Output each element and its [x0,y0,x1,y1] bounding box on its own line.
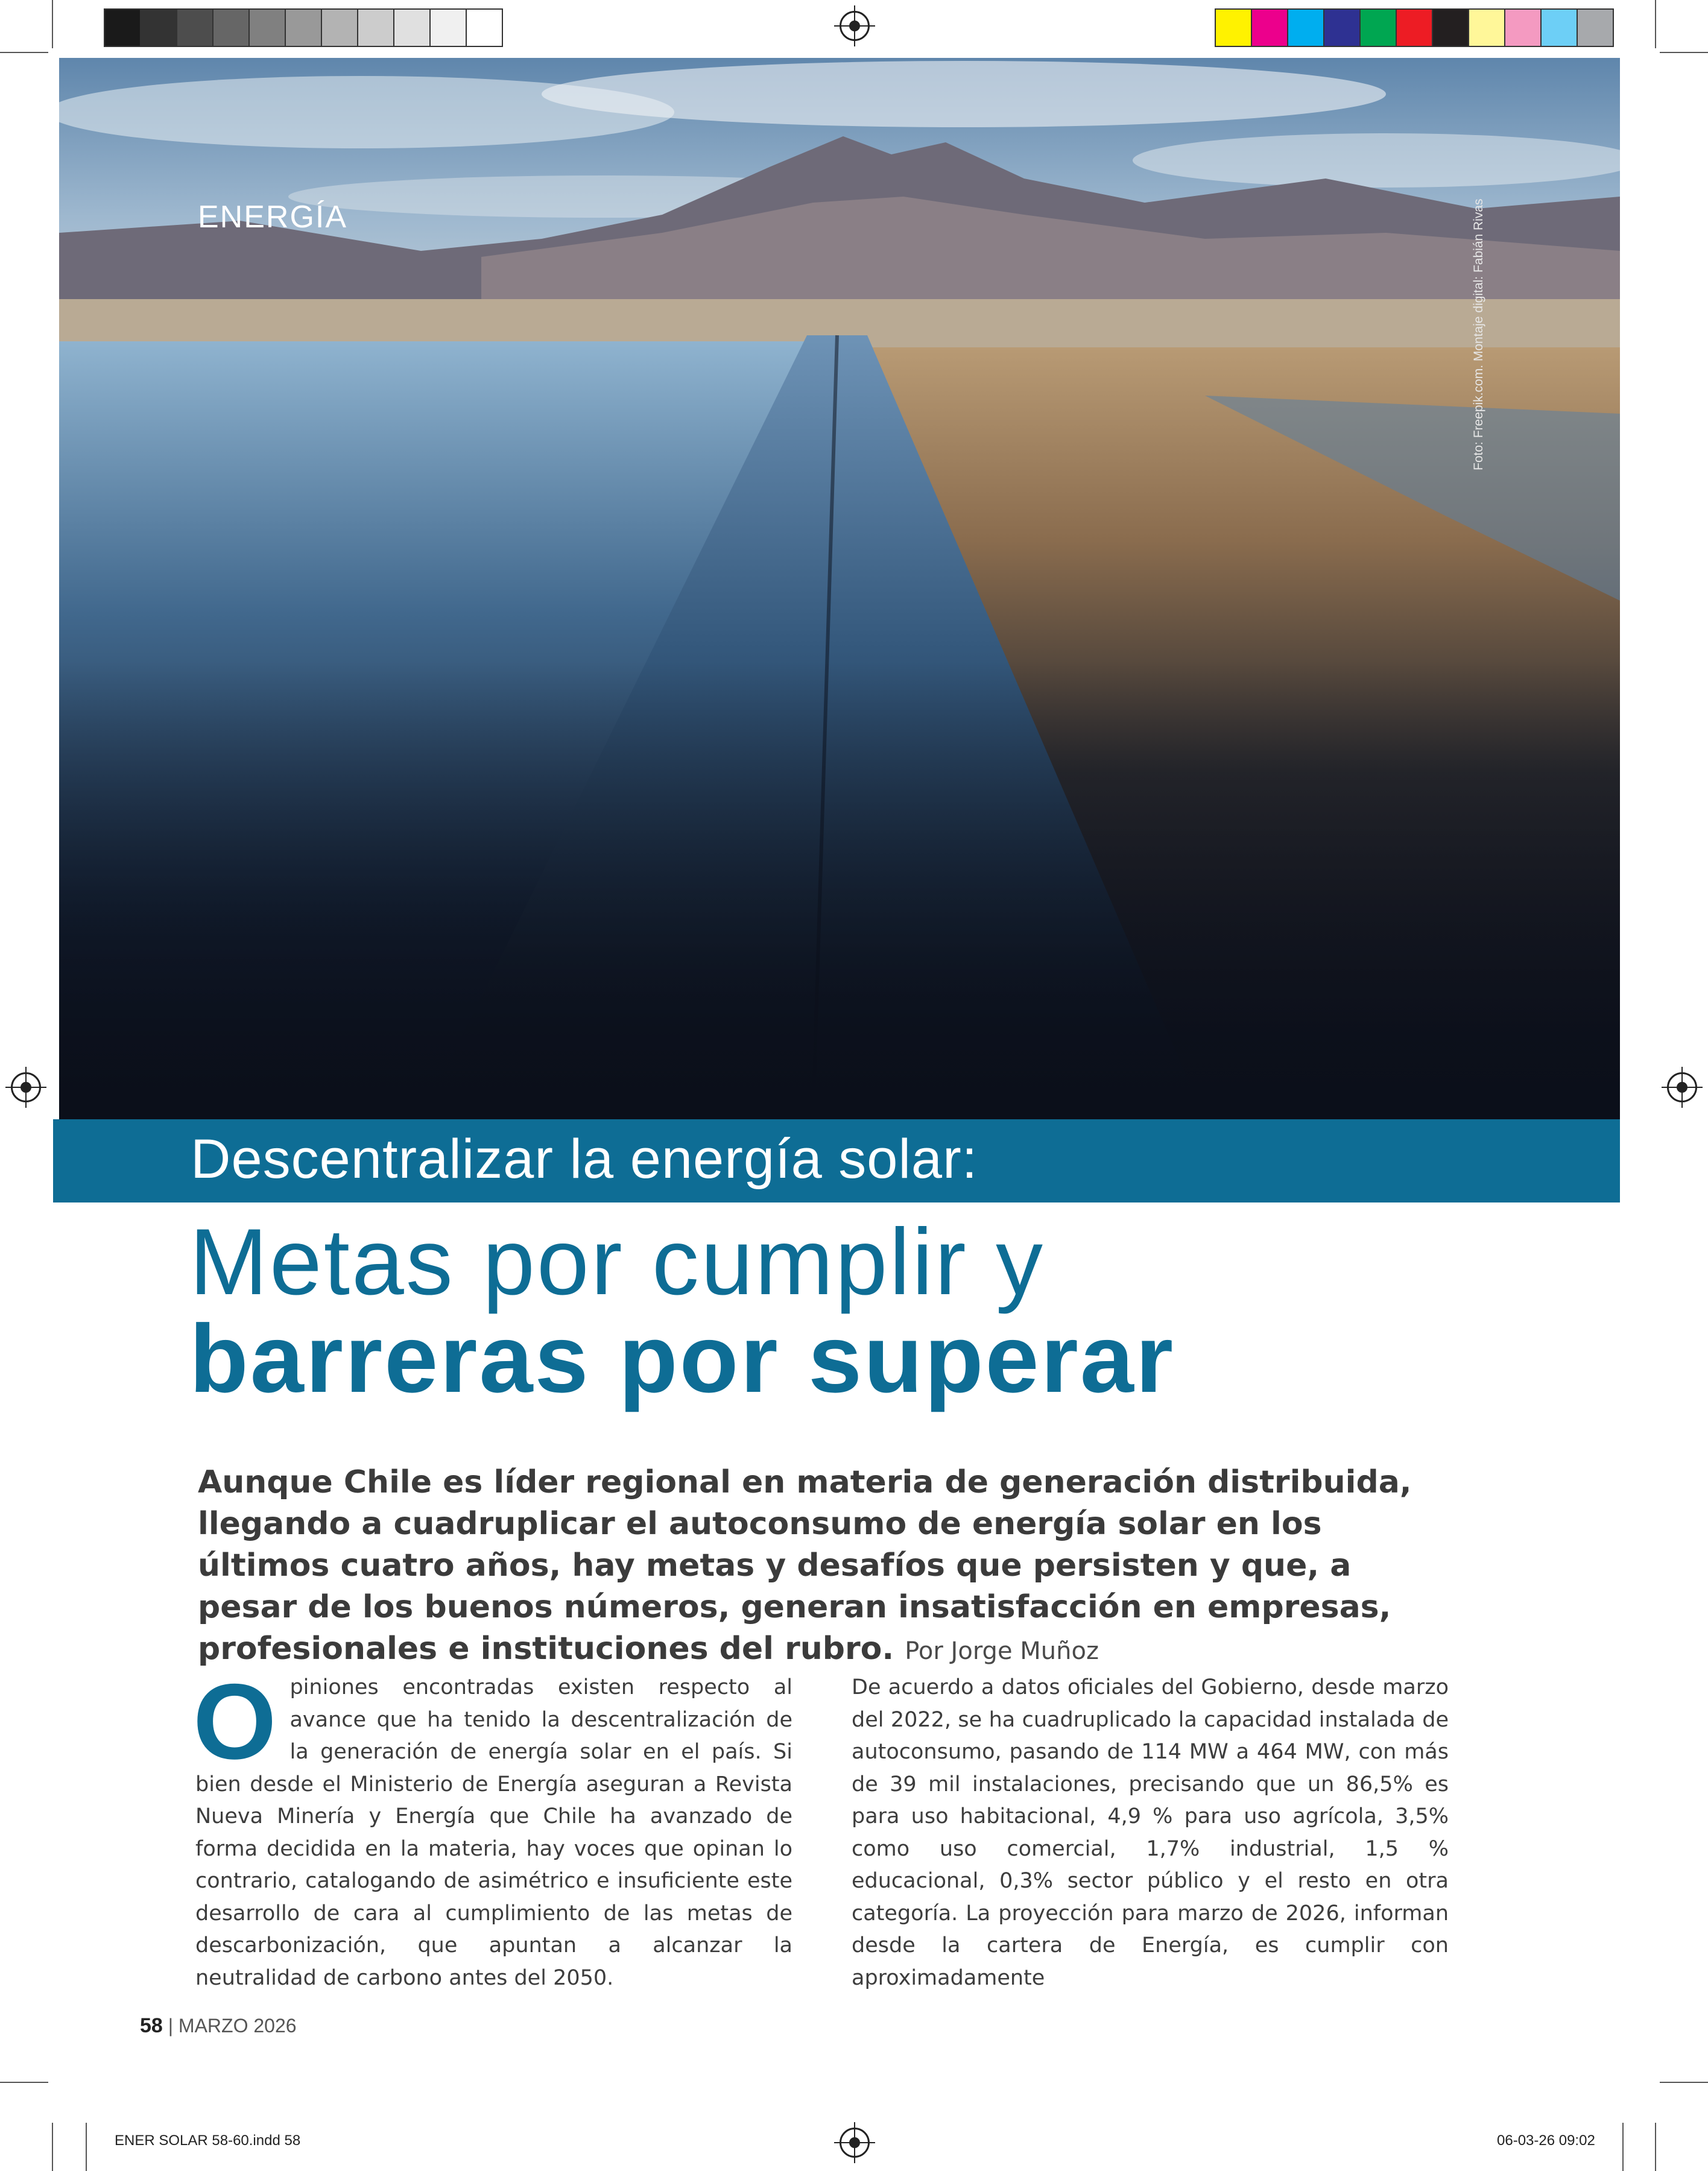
body-column-2 [852,1672,1449,1994]
crop-mark [1660,52,1708,53]
photo-credit: Foto: Freepik.com. Montaje digital: Fabián Rivas [1472,198,1485,470]
color-swatch [141,10,177,46]
slug-filename: ENER SOLAR 58-60.indd 58 [115,2132,301,2149]
crop-mark [0,52,48,53]
color-swatch-bar [1215,8,1614,47]
color-swatch [1505,10,1542,46]
crop-mark [86,2123,87,2171]
lead-text: Aunque Chile es líder regional en materia de generación distribuida, llegando a cuadruplicar el autoconsumo de energía solar en los últimos cuatro años, hay metas y desafíos que persisten y que, a pesar de los buenos números, generan insatisfacción en empresas, profesionales e instituciones del rubro. [198,1464,1412,1667]
crop-mark [52,2123,53,2171]
color-swatch [1288,10,1324,46]
color-swatch [431,10,467,46]
crop-mark [1622,2123,1624,2171]
color-swatch [394,10,431,46]
color-swatch [467,10,502,46]
color-swatch [358,10,394,46]
color-swatch [214,10,250,46]
color-swatch [322,10,358,46]
color-swatch [1324,10,1361,46]
headline-line-2: barreras por superar [189,1304,1175,1412]
body-text-2: De acuerdo a datos oficiales del Gobierno, desde marzo del 2022, se ha cuadruplicado la capacidad instalada de autoconsumo, pasando de 114 MW a 464 MW, con más de 39 mil instalaciones, precisando que un 86,5% es para uso habitacional, 4,9 % para uso agrícola, 3,5% como uso comercial, 1,7% industrial, 1,5 % educacional, 0,3% sector público y el resto en otra categoría. La proyección para marzo de 2026, informan desde la cartera de Energía, es cumplir con aproximadamente [852,1675,1449,1990]
page-number: 58 [140,2014,163,2037]
section-label: ENERGÍA [198,200,348,235]
crop-mark [52,0,53,48]
color-swatch [1469,10,1505,46]
slug-timestamp: 06-03-26 09:02 [1497,2132,1595,2149]
color-swatch [1361,10,1397,46]
issue-date: MARZO 2026 [178,2015,297,2037]
folio-separator: | [168,2015,179,2037]
lead-paragraph [198,1462,1446,1672]
color-swatch [250,10,286,46]
crop-mark [1655,0,1656,48]
crop-mark [0,2082,48,2083]
body-column-1 [193,1661,792,1994]
crop-mark [1655,2123,1656,2171]
registration-mark-icon [840,2128,870,2158]
body-text-1: piniones encontradas existen respecto al avance que ha tenido la descentralización de la generación de energía solar en el país. Si bien desde el Ministerio de Energía aseguran a Revista Nueva Minería y Energía que Chile ha avanzado de forma decidida en la materia, hay voces que opinan lo contrario, catalogando de asimétrico e insuficiente este desarrollo de cara al cumplimiento de las metas de descarbonización, que apuntan a alcanzar la neutralidad de carbono antes del 2050. [195,1675,792,1990]
byline: Por Jorge Muñoz [905,1637,1099,1665]
registration-mark-icon [11,1072,41,1102]
registration-mark-icon [840,11,870,41]
color-swatch [286,10,322,46]
crop-mark [1660,2082,1708,2083]
color-swatch [177,10,214,46]
color-swatch [1397,10,1433,46]
color-swatch [1252,10,1288,46]
page-folio [140,2014,297,2038]
color-swatch [1578,10,1613,46]
color-swatch [1216,10,1252,46]
drop-cap: O [193,1661,277,1781]
color-swatch [1542,10,1578,46]
kicker: Descentralizar la energía solar: [191,1128,978,1190]
color-swatch [1433,10,1469,46]
gray-swatch-bar [104,8,503,47]
headline-line-1: Metas por cumplir y [189,1210,1045,1315]
registration-mark-icon [1667,1072,1697,1102]
color-swatch [105,10,141,46]
